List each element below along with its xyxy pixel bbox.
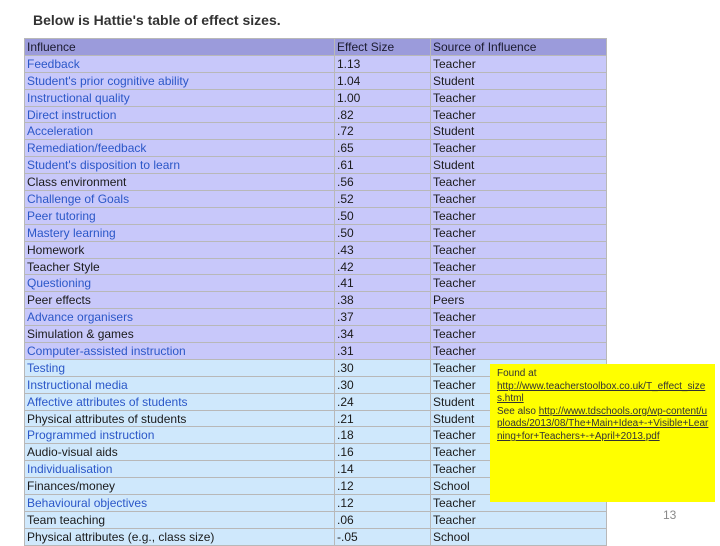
influence-cell[interactable]: Computer-assisted instruction bbox=[25, 343, 335, 360]
table-row bbox=[25, 258, 607, 275]
effect-size-cell: .42 bbox=[335, 258, 431, 275]
table-row bbox=[25, 191, 607, 208]
effect-size-cell: .21 bbox=[335, 410, 431, 427]
effect-size-cell: .24 bbox=[335, 393, 431, 410]
influence-cell: Simulation & games bbox=[25, 326, 335, 343]
column-header-effect-size: Effect Size bbox=[335, 39, 431, 56]
influence-cell[interactable]: Peer tutoring bbox=[25, 207, 335, 224]
source-cell: Teacher bbox=[431, 427, 607, 444]
table-row bbox=[25, 309, 607, 326]
influence-cell: Homework bbox=[25, 241, 335, 258]
effect-size-cell: .31 bbox=[335, 343, 431, 360]
effect-size-cell: .30 bbox=[335, 376, 431, 393]
effect-size-cell: .52 bbox=[335, 191, 431, 208]
influence-cell[interactable]: Affective attributes of students bbox=[25, 393, 335, 410]
source-cell: Teacher bbox=[431, 511, 607, 528]
source-cell: Teacher bbox=[431, 461, 607, 478]
table-row bbox=[25, 343, 607, 360]
source-cell: School bbox=[431, 528, 607, 545]
effect-size-cell: 1.13 bbox=[335, 55, 431, 72]
page-heading: Below is Hattie's table of effect sizes. bbox=[33, 12, 281, 28]
effect-size-cell: .41 bbox=[335, 275, 431, 292]
effect-size-cell: 1.00 bbox=[335, 89, 431, 106]
table-row bbox=[25, 275, 607, 292]
effect-size-cell: .12 bbox=[335, 495, 431, 512]
source-cell: Teacher bbox=[431, 444, 607, 461]
influence-cell[interactable]: Student's disposition to learn bbox=[25, 157, 335, 174]
influence-cell[interactable]: Individualisation bbox=[25, 461, 335, 478]
effect-size-cell: .56 bbox=[335, 174, 431, 191]
influence-cell[interactable]: Questioning bbox=[25, 275, 335, 292]
table-row bbox=[25, 106, 607, 123]
source-cell: Teacher bbox=[431, 343, 607, 360]
effect-size-cell: .50 bbox=[335, 224, 431, 241]
table-row bbox=[25, 511, 607, 528]
source-cell: Teacher bbox=[431, 495, 607, 512]
source-cell: Student bbox=[431, 123, 607, 140]
table-row bbox=[25, 241, 607, 258]
effect-size-cell: .18 bbox=[335, 427, 431, 444]
source-cell: Peers bbox=[431, 292, 607, 309]
influence-cell[interactable]: Feedback bbox=[25, 55, 335, 72]
source-cell: Teacher bbox=[431, 140, 607, 157]
effect-size-cell: .34 bbox=[335, 326, 431, 343]
influence-cell: Team teaching bbox=[25, 511, 335, 528]
column-header-influence: Influence bbox=[25, 39, 335, 56]
table-row bbox=[25, 326, 607, 343]
effect-size-cell: .14 bbox=[335, 461, 431, 478]
table-row bbox=[25, 292, 607, 309]
effect-size-cell: .72 bbox=[335, 123, 431, 140]
note-see-also-link[interactable]: http://www.tdschools.org/wp-content/uploads/2013/08/The+Main+Idea+-+Visible+Learning+for+Teachers+-+April+2013.pdf bbox=[497, 405, 709, 442]
effect-size-cell: .82 bbox=[335, 106, 431, 123]
influence-cell[interactable]: Direct instruction bbox=[25, 106, 335, 123]
page-number: 13 bbox=[663, 508, 677, 522]
note-see-also bbox=[497, 406, 709, 444]
effect-size-cell: 1.04 bbox=[335, 72, 431, 89]
table-row bbox=[25, 72, 607, 89]
influence-cell[interactable]: Acceleration bbox=[25, 123, 335, 140]
source-cell: Teacher bbox=[431, 326, 607, 343]
source-cell: Teacher bbox=[431, 55, 607, 72]
effect-size-cell: .65 bbox=[335, 140, 431, 157]
effect-size-cell: .06 bbox=[335, 511, 431, 528]
table-row bbox=[25, 528, 607, 545]
influence-cell[interactable]: Instructional media bbox=[25, 376, 335, 393]
source-cell: Student bbox=[431, 410, 607, 427]
note-found-label: Found at bbox=[497, 368, 537, 379]
column-header-source: Source of Influence bbox=[431, 39, 607, 56]
source-cell: Teacher bbox=[431, 241, 607, 258]
influence-cell: Physical attributes (e.g., class size) bbox=[25, 528, 335, 545]
source-cell: Teacher bbox=[431, 275, 607, 292]
source-cell: Student bbox=[431, 72, 607, 89]
source-cell: Teacher bbox=[431, 376, 607, 393]
influence-cell: Audio-visual aids bbox=[25, 444, 335, 461]
source-cell: Teacher bbox=[431, 258, 607, 275]
source-cell: Teacher bbox=[431, 191, 607, 208]
source-cell: Teacher bbox=[431, 106, 607, 123]
influence-cell[interactable]: Behavioural objectives bbox=[25, 495, 335, 512]
influence-cell: Peer effects bbox=[25, 292, 335, 309]
source-cell: Teacher bbox=[431, 89, 607, 106]
influence-cell[interactable]: Instructional quality bbox=[25, 89, 335, 106]
source-cell: Teacher bbox=[431, 207, 607, 224]
effect-size-cell: .43 bbox=[335, 241, 431, 258]
influence-cell: Teacher Style bbox=[25, 258, 335, 275]
effect-size-cell: .12 bbox=[335, 478, 431, 495]
influence-cell: Physical attributes of students bbox=[25, 410, 335, 427]
table-row bbox=[25, 123, 607, 140]
effect-size-cell: .16 bbox=[335, 444, 431, 461]
effect-size-cell: .38 bbox=[335, 292, 431, 309]
influence-cell: Finances/money bbox=[25, 478, 335, 495]
influence-cell[interactable]: Remediation/feedback bbox=[25, 140, 335, 157]
influence-cell[interactable]: Challenge of Goals bbox=[25, 191, 335, 208]
influence-cell: Class environment bbox=[25, 174, 335, 191]
note-see-also-label: See also bbox=[497, 405, 536, 417]
table-row bbox=[25, 174, 607, 191]
source-note bbox=[490, 364, 715, 502]
influence-cell[interactable]: Advance organisers bbox=[25, 309, 335, 326]
effect-size-cell: .50 bbox=[335, 207, 431, 224]
source-cell: School bbox=[431, 478, 607, 495]
source-cell: Student bbox=[431, 157, 607, 174]
effect-size-cell: .37 bbox=[335, 309, 431, 326]
influence-cell[interactable]: Programmed instruction bbox=[25, 427, 335, 444]
table-row bbox=[25, 207, 607, 224]
influence-cell[interactable]: Testing bbox=[25, 359, 335, 376]
table-row bbox=[25, 157, 607, 174]
influence-cell[interactable]: Mastery learning bbox=[25, 224, 335, 241]
source-cell: Teacher bbox=[431, 224, 607, 241]
effect-size-cell: -.05 bbox=[335, 528, 431, 545]
table-row bbox=[25, 224, 607, 241]
source-cell: Teacher bbox=[431, 174, 607, 191]
effect-size-cell: .30 bbox=[335, 359, 431, 376]
table-row bbox=[25, 140, 607, 157]
influence-cell[interactable]: Student's prior cognitive ability bbox=[25, 72, 335, 89]
effect-size-cell: .61 bbox=[335, 157, 431, 174]
table-row bbox=[25, 89, 607, 106]
source-cell: Teacher bbox=[431, 359, 607, 376]
source-cell: Student bbox=[431, 393, 607, 410]
note-found-link[interactable]: http://www.teacherstoolbox.co.uk/T_effect_sizes.html bbox=[497, 380, 706, 405]
source-cell: Teacher bbox=[431, 309, 607, 326]
table-row bbox=[25, 55, 607, 72]
table-header-row bbox=[25, 39, 607, 56]
